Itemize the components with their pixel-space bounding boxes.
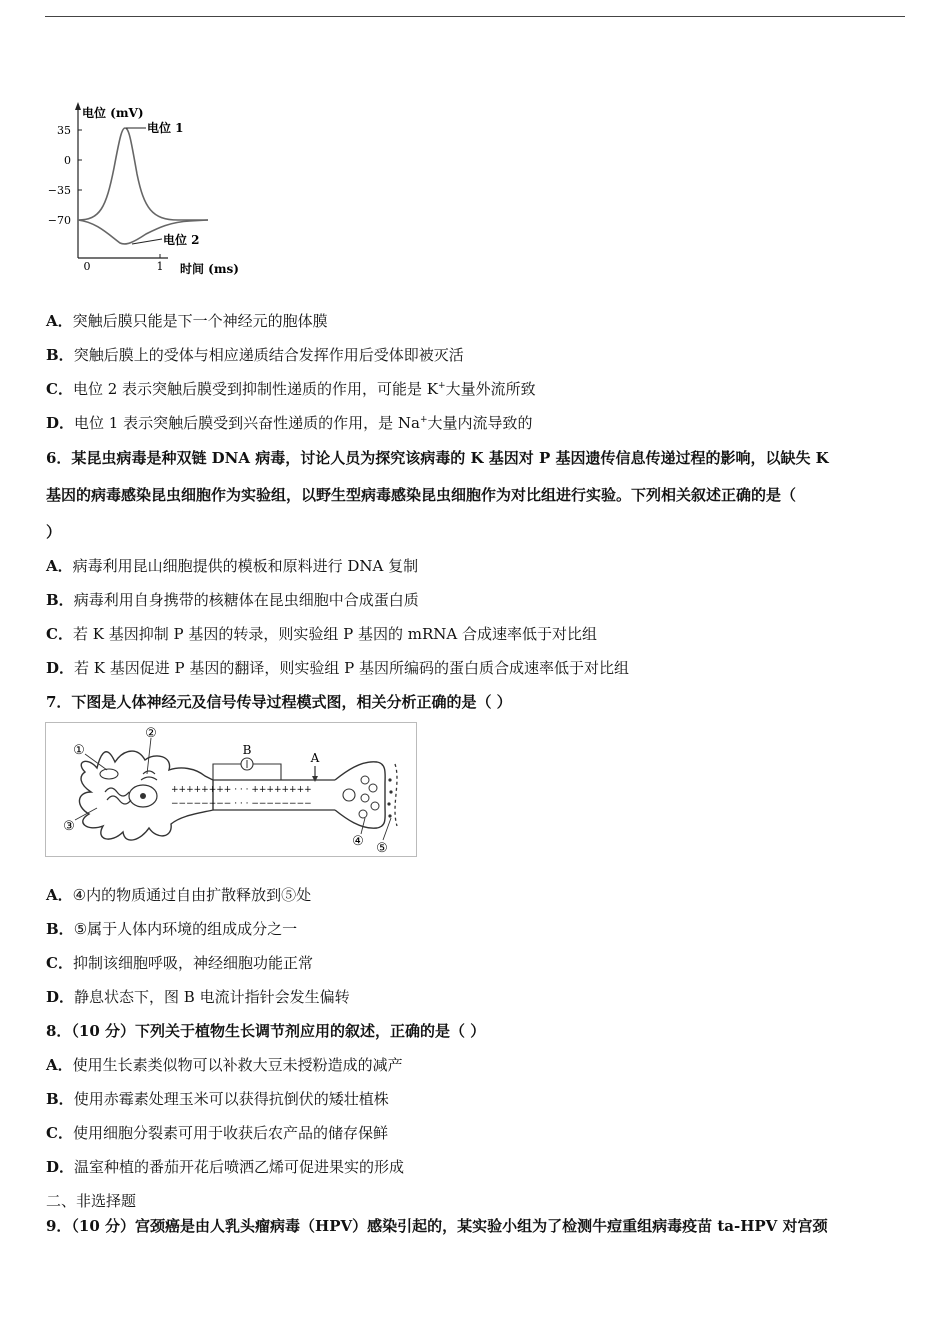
q7-option-d: D．静息状态下，图 B 电流计指针会发生偏转 (46, 988, 350, 1006)
q8-stem: 8．（10 分）下列关于植物生长调节剂应用的叙述，正确的是（ ） (46, 1022, 486, 1040)
q6-option-b: B．病毒利用自身携带的核糖体在昆虫细胞中合成蛋白质 (46, 591, 419, 609)
label-5: ⑤ (376, 841, 388, 856)
x-axis-label: 时间 (ms) (180, 262, 239, 276)
q7-option-b: B．⑤属于人体内环境的组成成分之一 (46, 920, 298, 938)
y-axis-label: 电位 (mV) (82, 106, 144, 120)
potential-graph (40, 96, 255, 286)
y-tick-neg70: −70 (47, 214, 71, 227)
axon-plus-charges: ++++++++ · · · ++++++++ (171, 785, 312, 795)
neuron-figure (45, 722, 417, 858)
header-rule (45, 16, 905, 17)
q6-option-a: A．病毒利用昆山细胞提供的模板和原料进行 DNA 复制 (46, 557, 419, 575)
y-axis-arrow (75, 102, 81, 110)
curve-potential-1 (78, 128, 208, 220)
arrow-label-a: A (310, 751, 320, 765)
q5-option-c: C．电位 2 表示突触后膜受到抑制性递质的作用，可能是 K+大量外流所致 (46, 380, 536, 398)
q5-option-b: B．突触后膜上的受体与相应递质结合发挥作用后受体即被灭活 (46, 346, 464, 364)
q7-option-c: C．抑制该细胞呼吸，神经细胞功能正常 (46, 954, 313, 972)
label-2: ② (145, 726, 157, 741)
axon-minus-charges: −−−−−−−− · · · −−−−−−−− (171, 799, 312, 809)
q6-option-c: C．若 K 基因抑制 P 基因的转录，则实验组 P 基因的 mRNA 合成速率低于对比组 (46, 625, 597, 643)
curve2-label: 电位 2 (163, 233, 200, 247)
q6-stem-line1: 6．某昆虫病毒是种双链 DNA 病毒，讨论人员为探究该病毒的 K 基因对 P 基因遗传信息传递过程的影响，以缺失 K (46, 449, 829, 467)
curve1-label: 电位 1 (147, 121, 184, 135)
q9-stem-line1: 9．（10 分）宫颈癌是由人乳头瘤病毒（HPV）感染引起的，某实验小组为了检测牛痘重组病毒疫苗 ta-HPV 对宫颈 (46, 1217, 828, 1235)
q5-option-a: A．突触后膜只能是下一个神经元的胞体膜 (46, 312, 328, 330)
x-tick-0: 0 (83, 260, 91, 273)
q8-option-a: A．使用生长素类似物可以补救大豆未授粉造成的减产 (46, 1056, 403, 1074)
q7-stem: 7．下图是人体神经元及信号传导过程模式图，相关分析正确的是（ ） (46, 693, 512, 711)
q8-option-d: D．温室种植的番茄开花后喷洒乙烯可促进果实的形成 (46, 1158, 405, 1176)
q8-option-c: C．使用细胞分裂素可用于收获后农产品的储存保鲜 (46, 1124, 388, 1142)
q6-stem-line3: ） (46, 523, 62, 541)
meter-label-b: B (242, 743, 252, 757)
label-1: ① (73, 743, 85, 758)
q6-option-d: D．若 K 基因促进 P 基因的翻译，则实验组 P 基因所编码的蛋白质合成速率低于对比组 (46, 659, 630, 677)
x-tick-1: 1 (156, 260, 164, 273)
label-4: ④ (352, 834, 364, 849)
section-heading: 二、非选择题 (46, 1192, 137, 1210)
y-tick-neg35: −35 (47, 184, 71, 197)
y-tick-35: 35 (57, 124, 71, 137)
q6-stem-line2: 基因的病毒感染昆虫细胞作为实验组，以野生型病毒感染昆虫细胞作为对比组进行实验。下列相关叙述正确的是（ (46, 486, 797, 504)
y-tick-0: 0 (64, 154, 71, 167)
label-3: ③ (63, 819, 75, 834)
q8-option-b: B．使用赤霉素处理玉米可以获得抗倒伏的矮壮植株 (46, 1090, 389, 1108)
q7-option-a: A．④内的物质通过自由扩散释放到⑤处 (46, 886, 312, 904)
q5-option-d: D．电位 1 表示突触后膜受到兴奋性递质的作用，是 Na+大量内流导致的 (46, 414, 533, 432)
